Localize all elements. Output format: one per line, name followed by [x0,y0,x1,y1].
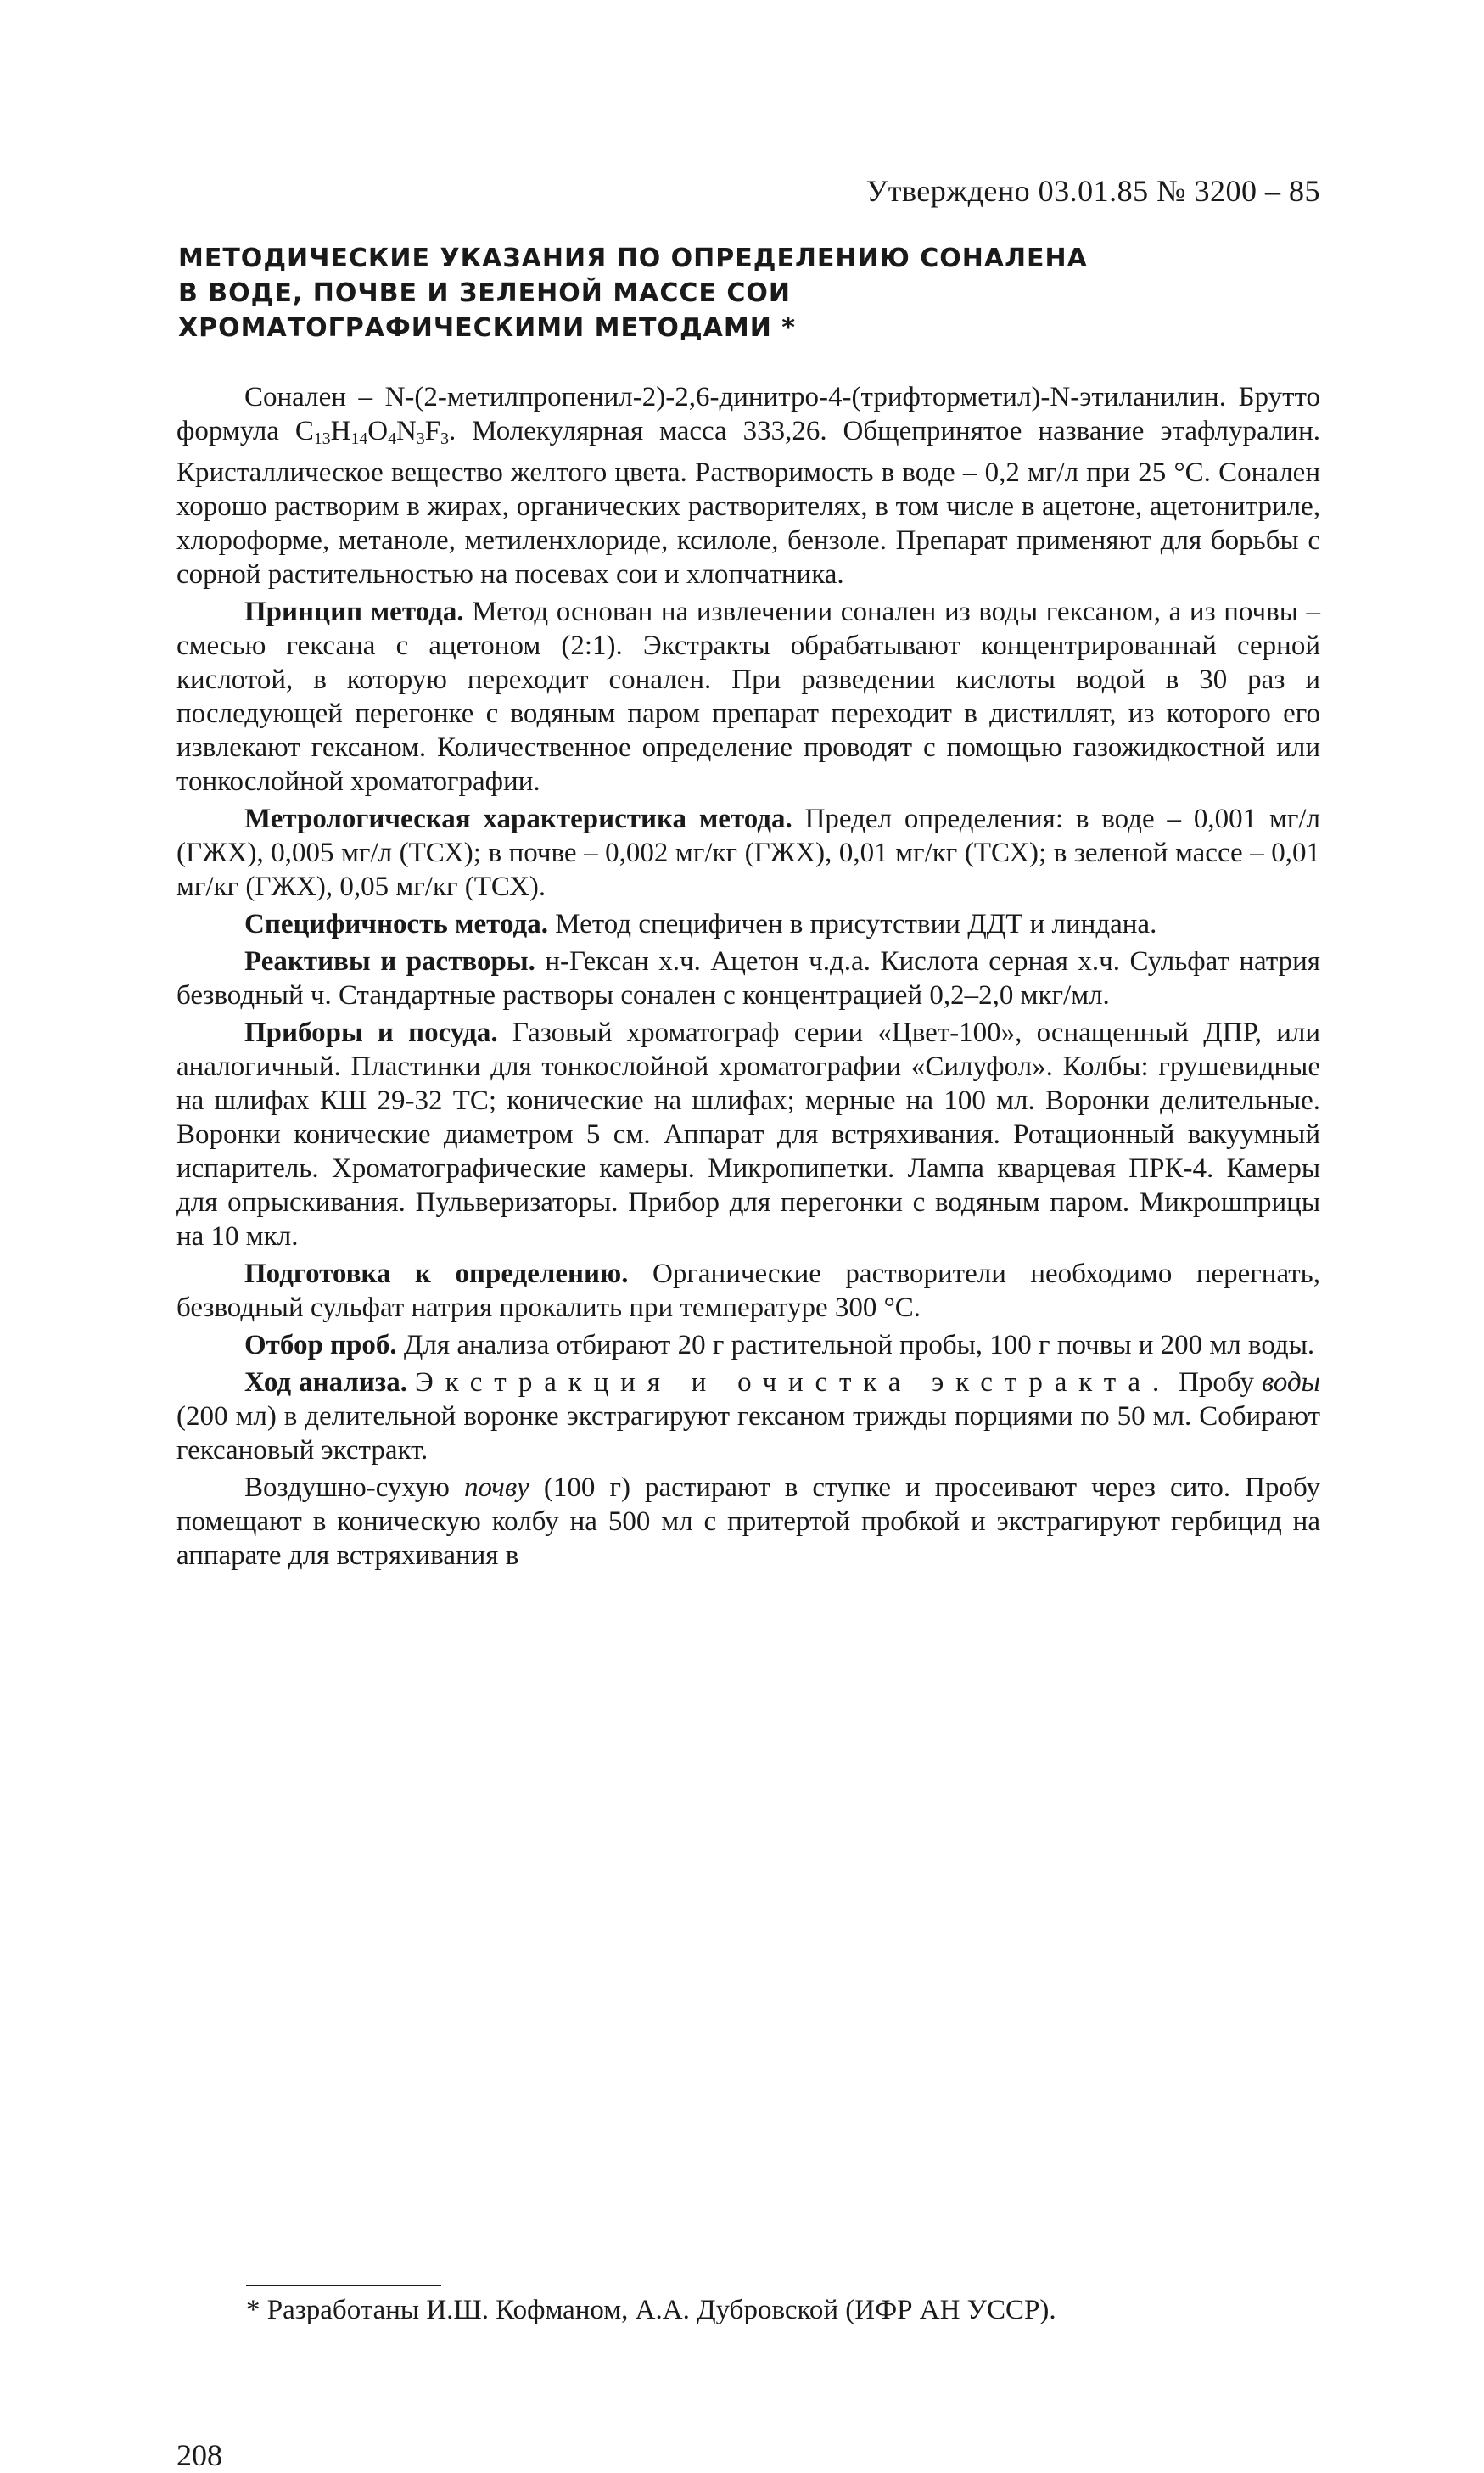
section-heading: Специфичность метода. [244,908,548,939]
section-reagents [176,945,1320,1012]
section-text: Пробу [1171,1366,1263,1398]
section-equipment [176,1016,1320,1253]
section-text: Органические растворители необходимо перегнать, безводный сульфат натрия прокалить при температуре 300 °С. [176,1258,1320,1323]
title-line: В ВОДЕ, ПОЧВЕ И ЗЕЛЕНОЙ МАССЕ СОИ [178,278,791,308]
page-number: 208 [176,2438,222,2472]
title-line: ХРОМАТОГРАФИЧЕСКИМИ МЕТОДАМИ * [178,313,796,343]
footnote-divider [246,2285,441,2286]
section-soil [176,1471,1320,1573]
section-heading: Принцип метода. [244,596,464,627]
section-text: Метод основан на извлечении сонален из воды гексаном, а из почвы – смесью гексана с ацетоном (2:1). Экстракты обрабатывают концентрированнай серной кислотой, в которую переходит сонален. При разведении кислоты водой в 30 раз и последующей перегонке с водяным паром препарат переходит в дистиллят, из которого его извлекают гексаном. Количественное определение проводят с помощью газожидкостной или тонкослойной хроматографии. [176,596,1321,797]
section-text: Метод специфичен в присутствии ДДТ и линдана. [547,908,1157,939]
section-principle [176,595,1320,799]
approval-line: Утверждено 03.01.85 № 3200 – 85 [865,174,1320,208]
subsection-heading: Экстракция и очистка экстракта. [415,1366,1172,1398]
section-heading: Подготовка к определению. [244,1258,629,1289]
document-title [178,241,1281,345]
section-text: Газовый хроматограф серии «Цвет-100», оснащенный ДПР, или аналогичный. Пластинки для тонкослойной хроматографии «Силуфол». Колбы: грушевидные на шлифах КШ 29-32 ТС; конические на шлифах; мерные на 100 мл. Воронки делительные. Воронки конические диаметром 5 см. Аппарат для встряхивания. Ротационный вакуумный испаритель. Хроматографические камеры. Микропипетки. Лампа кварцевая ПРК-4. Камеры для опрыскивания. Пульверизаторы. Прибор для перегонки с водяным паром. Микрошприцы на 10 мкл. [176,1017,1320,1252]
section-text: (200 мл) в делительной воронке экстрагируют гексаном трижды порциями по 50 мл. Собирают гексановый экстракт. [176,1400,1320,1466]
section-heading: Метрологическая характеристика метода. [244,803,792,834]
gross-formula: $C_{13}H_{14}O_4N_3F_3$ [294,416,449,448]
emphasis: почву [463,1472,529,1503]
section-text: Предел определения: в воде – 0,001 мг/л (ГЖХ), 0,005 мг/л (ТСХ); в почве – 0,002 мг/кг (ГЖХ), 0,01 мг/кг (ТСХ); в зеленой массе – 0,01 мг/кг (ГЖХ), 0,05 мг/кг (ТСХ). [176,803,1320,902]
section-sampling [176,1328,1320,1362]
title-line: МЕТОДИЧЕСКИЕ УКАЗАНИЯ ПО ОПРЕДЕЛЕНИЮ СОНАЛЕНА [178,244,1088,273]
section-metrology [176,802,1320,904]
intro-text: Соналeн – N-(2-метилпропенил-2)-2,6-динитро-4-(трифторметил)-N-этиланилин. Брутто формула [176,382,1320,446]
section-heading: Приборы и посуда. [244,1017,498,1048]
section-heading: Реактивы и растворы. [244,945,535,977]
emphasis: воды [1262,1366,1321,1398]
section-specificity [176,907,1320,941]
section-text: Воздушно-сухую [244,1472,464,1503]
section-heading: Отбор проб. [244,1329,397,1360]
intro-text-continued: . Молекулярная масса 333,26. Общепринятое название этафлуралин. Кристаллическое вещество желтого цвета. Растворимость в воде – 0,2 мг/л при 25 °С. Сонален хорошо растворим в жирах, органических растворителях, в том числе в ацетоне, ацетонитриле, хлороформе, метаноле, метиленхлориде, ксилоле, бензоле. Препарат применяют для борьбы с сорной растительностью на посевах сои и хлопчатника. [176,416,1320,590]
section-heading: Ход анализа. [244,1366,407,1398]
footnote: * Разработаны И.Ш. Кофманом, А.А. Дубровской (ИФР АН УССР). [246,2295,1056,2325]
section-text: Для анализа отбирают 20 г растительной пробы, 100 г почвы и 200 мл воды. [396,1329,1315,1360]
section-preparation [176,1257,1320,1325]
section-text: (100 г) растирают в ступке и просеивают через сито. Пробу помещают в коническую колбу на 500 мл с притертой пробкой и экстрагируют гербицид на аппарате для встряхивания в [176,1472,1320,1571]
document-body [176,380,1320,1576]
section-text: н-Гексан х.ч. Ацетон ч.д.а. Кислота серная х.ч. Сульфат натрия безводный ч. Стандартные растворы сонален с концентрацией 0,2–2,0 мкг/мл. [176,945,1320,1011]
section-analysis [176,1365,1320,1467]
intro-paragraph [176,380,1320,592]
